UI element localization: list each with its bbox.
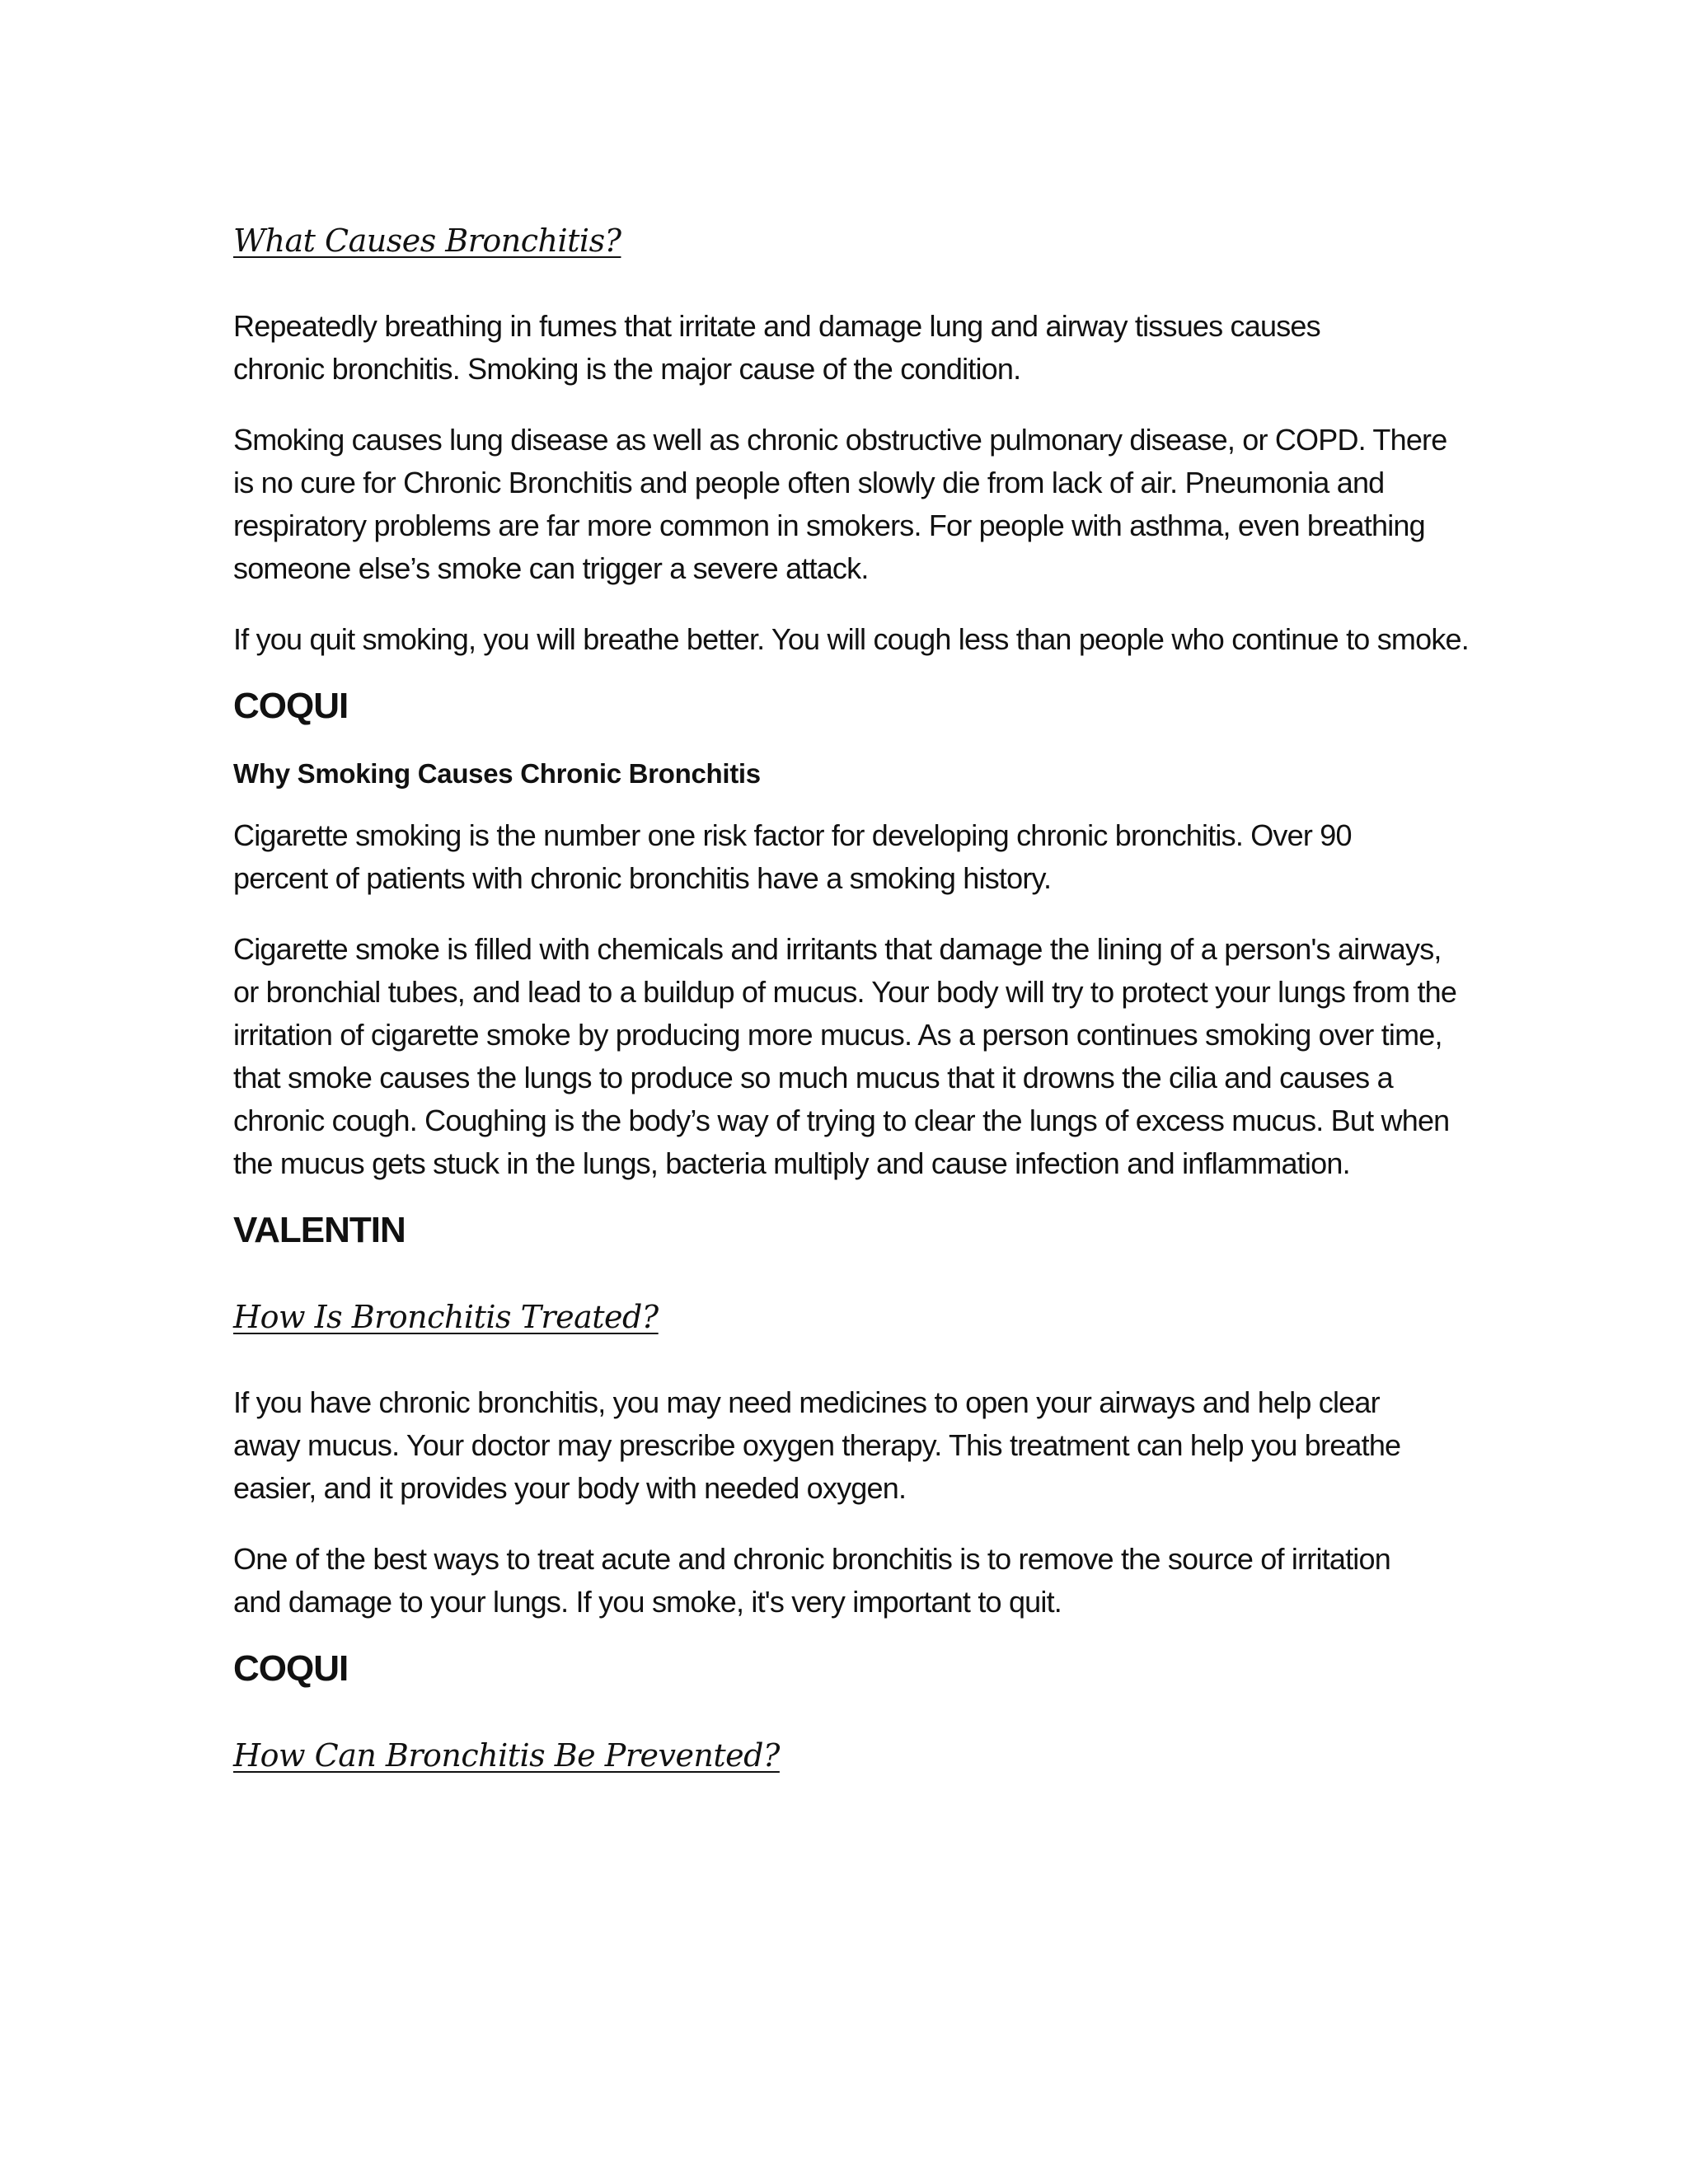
heading-what-causes: What Causes Bronchitis? — [233, 223, 621, 259]
heading-why-smoking: Why Smoking Causes Chronic Bronchitis — [233, 758, 761, 789]
paragraph-causes-3: If you quit smoking, you will breathe better. You will cough less than people who continue to smoke. — [233, 622, 1469, 656]
paragraph-why-1: Cigarette smoking is the number one risk factor for developing chronic bronchitis. Over 90 percent of patients with chronic bronchitis have a smoking history. — [233, 818, 1352, 895]
document-body — [233, 223, 1470, 1774]
paragraph-treated-1: If you have chronic bronchitis, you may need medicines to open your airways and help clear away mucus. Your doctor may prescribe oxygen therapy. This treatment can help you breathe easier, and it provides your body with needed oxygen. — [233, 1385, 1401, 1505]
heading-how-prevented: How Can Bronchitis Be Prevented? — [233, 1737, 780, 1774]
paragraph-treated-2: One of the best ways to treat acute and chronic bronchitis is to remove the source of irritation and damage to your lungs. If you smoke, it's very important to quit. — [233, 1542, 1390, 1619]
speaker-label-coqui-2: COQUI — [233, 1648, 349, 1689]
speaker-label-valentin: VALENTIN — [233, 1210, 406, 1250]
paragraph-causes-1: Repeatedly breathing in fumes that irritate and damage lung and airway tissues causes chronic bronchitis. Smoking is the major cause of the condition. — [233, 309, 1320, 386]
speaker-label-coqui: COQUI — [233, 686, 349, 726]
heading-how-treated: How Is Bronchitis Treated? — [233, 1299, 659, 1335]
paragraph-causes-2: Smoking causes lung disease as well as chronic obstructive pulmonary disease, or COPD. There is no cure for Chronic Bronchitis and people often slowly die from lack of air. Pneumonia and respiratory problems are far more common in smokers. For people with asthma, even breathing someone else’s smoke can trigger a severe attack. — [233, 423, 1447, 585]
paragraph-why-2: Cigarette smoke is filled with chemicals and irritants that damage the lining of a person's airways, or bronchial tubes, and lead to a buildup of mucus. Your body will try to protect your lungs from the irritation of cigarette smoke by producing more mucus. As a person continues smoking over time, that smoke causes the lungs to produce so much mucus that it drowns the cilia and causes a chronic cough. Coughing is the body’s way of trying to clear the lungs of excess mucus. But when the mucus gets stuck in the lungs, bacteria multiply and cause infection and inflammation. — [233, 932, 1457, 1180]
